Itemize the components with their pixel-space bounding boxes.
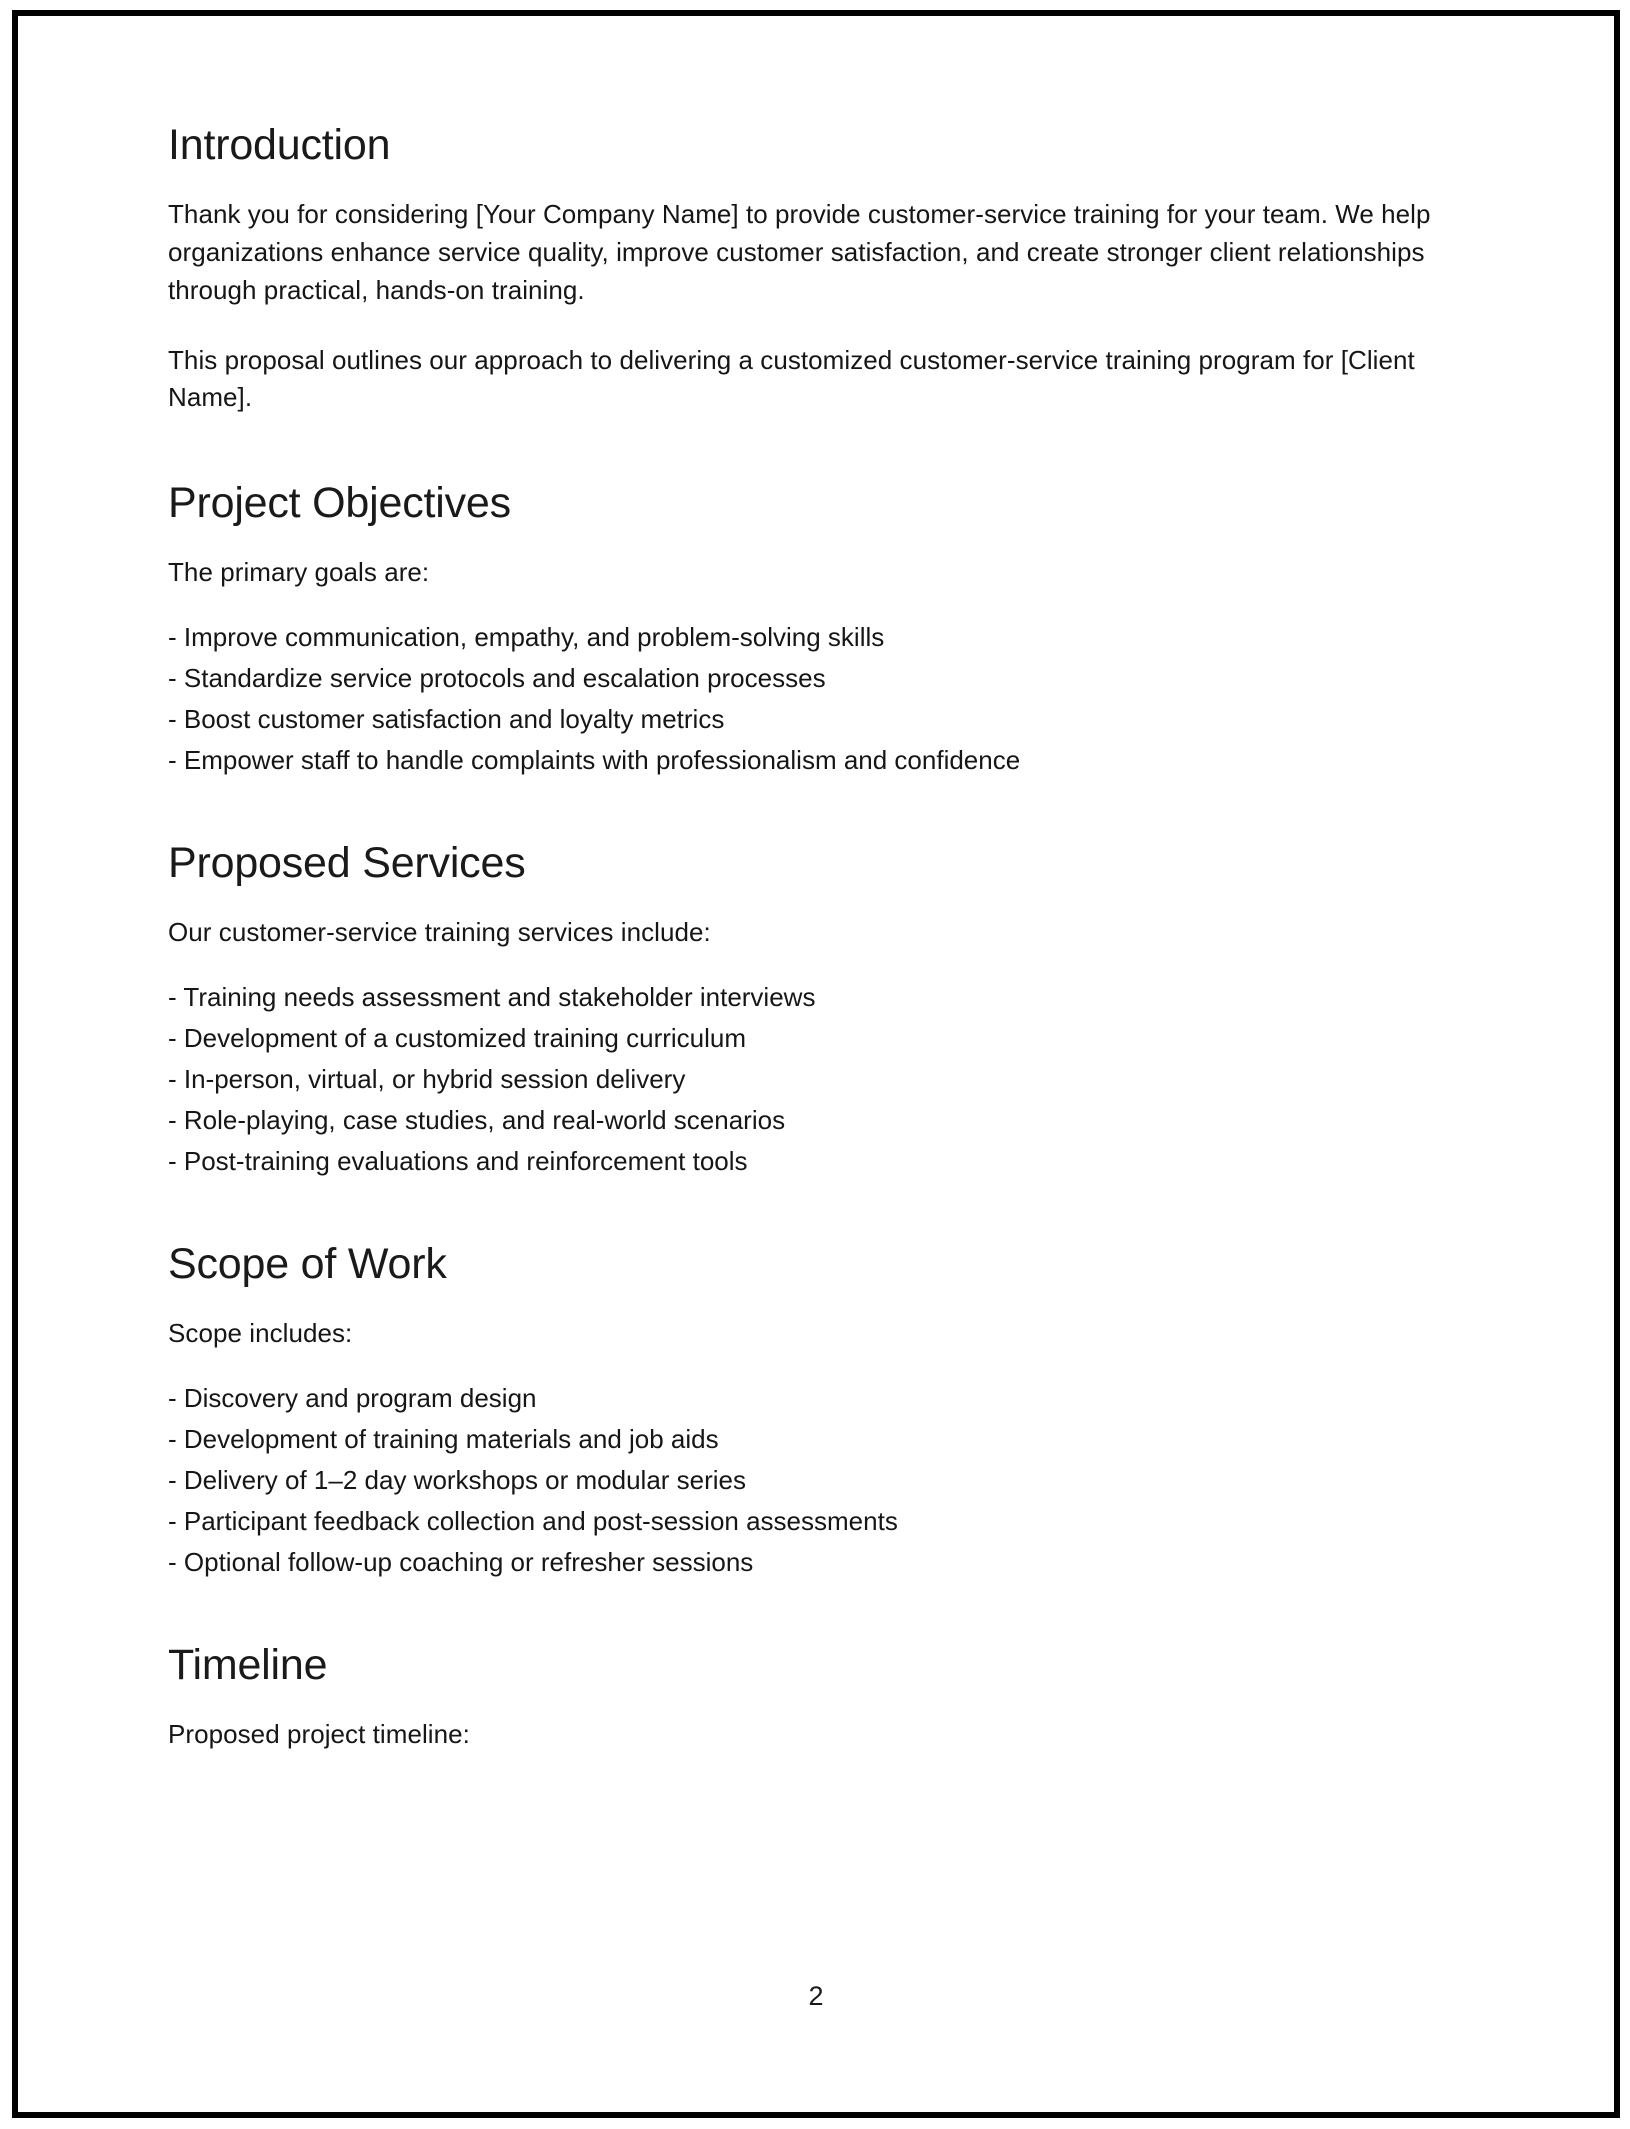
section-heading-introduction: Introduction [168,121,391,169]
page-content [168,121,1468,1754]
section-heading-project-objectives: Project Objectives [168,478,511,527]
list-item: - Post-training evaluations and reinforcement tools [168,1145,748,1176]
scope-of-work-intro-text: Scope includes: [168,1318,353,1349]
list-item: - Development of training materials and job aids [168,1423,719,1454]
introduction-paragraph-2: This proposal outlines our approach to delivering a customized customer-service training program for [Client Name]. [168,344,1415,413]
list-item: - Discovery and program design [168,1382,537,1413]
proposed-services-list [168,982,1468,1178]
section-heading-scope-of-work: Scope of Work [168,1239,447,1288]
proposed-services-intro-text: Our customer-service training services include: [168,917,711,948]
list-item: - Development of a customized training curriculum [168,1022,747,1053]
section-heading-timeline: Timeline [168,1640,328,1689]
list-item: - Standardize service protocols and escalation processes [168,662,826,693]
introduction-paragraph-1: Thank you for considering [Your Company Name] to provide customer-service training for your team. We help organizations enhance service quality, improve customer satisfaction, and create stronger client relationships through practical, hands-on training. [168,199,1431,305]
list-item: - Empower staff to handle complaints with professionalism and confidence [168,744,1021,775]
project-objectives-intro-text: The primary goals are: [168,557,430,588]
project-objectives-list [168,622,1468,777]
list-item: - Improve communication, empathy, and problem-solving skills [168,622,885,652]
list-item: - Delivery of 1–2 day workshops or modular series [168,1464,747,1495]
timeline-intro-text: Proposed project timeline: [168,1719,470,1750]
list-item: - Optional follow-up coaching or refresher sessions [168,1546,754,1577]
list-item: - Boost customer satisfaction and loyalty metrics [168,703,725,734]
page-number: 2 [808,1981,824,2011]
list-item: - Training needs assessment and stakeholder interviews [168,982,816,1012]
section-heading-proposed-services: Proposed Services [168,838,526,887]
list-item: - Participant feedback collection and post-session assessments [168,1505,898,1536]
scope-of-work-list [168,1383,1468,1579]
list-item: - Role-playing, case studies, and real-world scenarios [168,1104,786,1135]
list-item: - In-person, virtual, or hybrid session delivery [168,1063,686,1094]
document-page [12,10,1620,2118]
